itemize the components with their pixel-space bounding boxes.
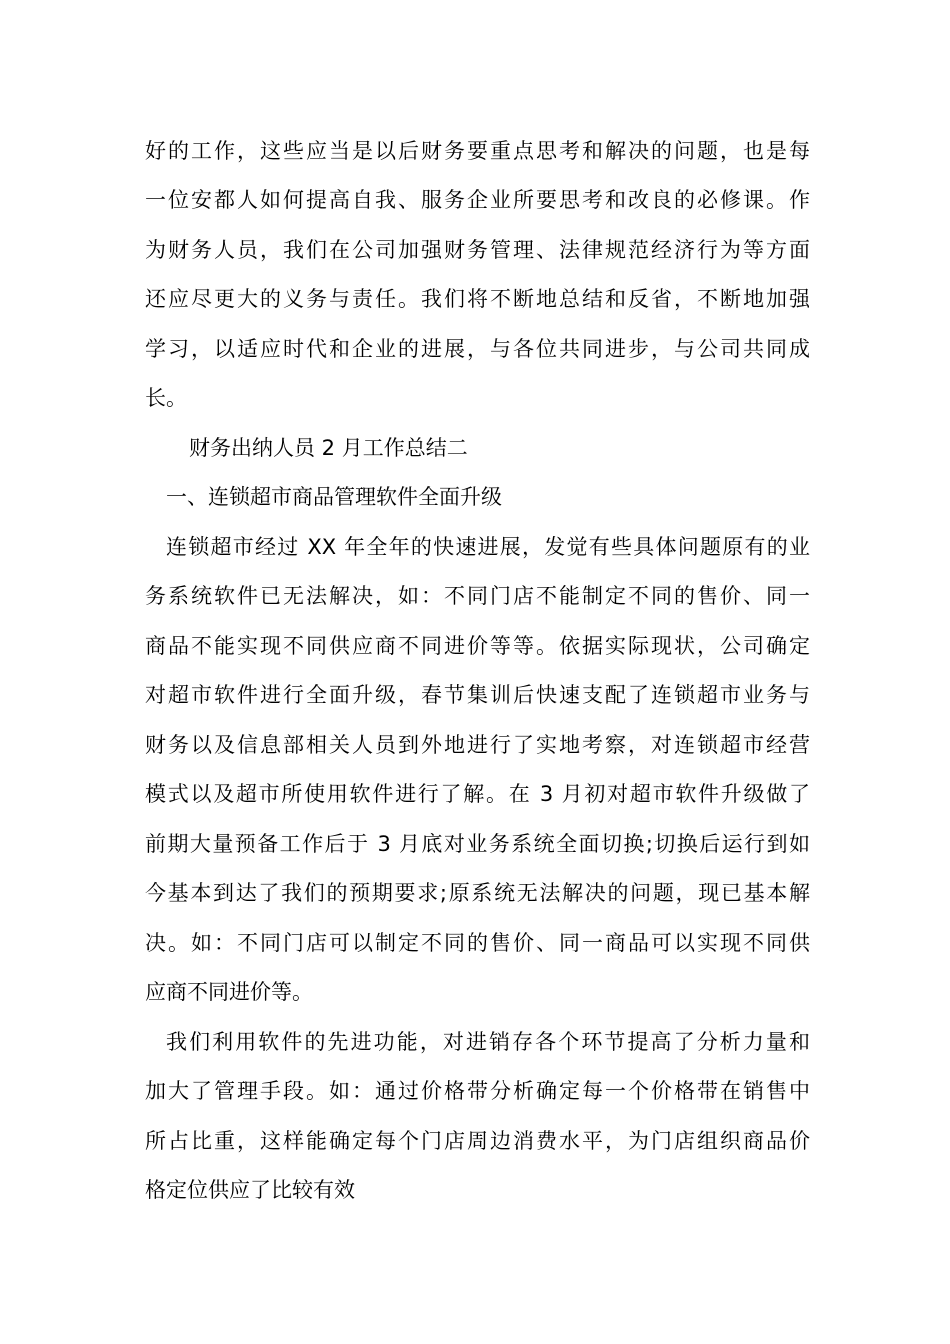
paragraph-line: 连锁超市经过 XX 年全年的快速进展，发觉有些具体问题原有的业 <box>166 535 810 559</box>
paragraph-line: 商品不能实现不同供应商不同进价等等。依据实际现状，公司确定 <box>145 634 810 658</box>
paragraph-line: 长。 <box>145 386 187 410</box>
document-title: 财务出纳人员 2 月工作总结二 <box>189 436 468 460</box>
paragraph-line: 应商不同进价等。 <box>145 980 313 1004</box>
paragraph-line: 学习，以适应时代和企业的进展，与各位共同进步，与公司共同成 <box>145 337 810 361</box>
paragraph-line: 前期大量预备工作后于 3 月底对业务系统全面切换;切换后运行到如 <box>145 832 810 856</box>
paragraph-line: 我们利用软件的先进功能，对进销存各个环节提高了分析力量和 <box>166 1030 810 1054</box>
paragraph-line: 所占比重，这样能确定每个门店周边消费水平，为门店组织商品价 <box>145 1129 810 1153</box>
paragraph-line: 好的工作，这些应当是以后财务要重点思考和解决的问题，也是每 <box>145 139 810 163</box>
paragraph-line: 格定位供应了比较有效 <box>145 1178 355 1202</box>
paragraph-line: 一位安都人如何提高自我、服务企业所要思考和改良的必修课。作 <box>145 188 810 212</box>
paragraph-line: 为财务人员，我们在公司加强财务管理、法律规范经济行为等方面 <box>145 238 810 262</box>
paragraph-line: 加大了管理手段。如：通过价格带分析确定每一个价格带在销售中 <box>145 1079 810 1103</box>
paragraph-line: 务系统软件已无法解决，如：不同门店不能制定不同的售价、同一 <box>145 584 810 608</box>
section-heading: 一、连锁超市商品管理软件全面升级 <box>166 485 502 509</box>
paragraph-line: 今基本到达了我们的预期要求;原系统无法解决的问题，现已基本解 <box>145 881 810 905</box>
paragraph-line: 还应尽更大的义务与责任。我们将不断地总结和反省，不断地加强 <box>145 287 810 311</box>
paragraph-line: 财务以及信息部相关人员到外地进行了实地考察，对连锁超市经营 <box>145 733 810 757</box>
paragraph-line: 决。如：不同门店可以制定不同的售价、同一商品可以实现不同供 <box>145 931 810 955</box>
paragraph-line: 模式以及超市所使用软件进行了解。在 3 月初对超市软件升级做了 <box>145 782 810 806</box>
paragraph-line: 对超市软件进行全面升级，春节集训后快速支配了连锁超市业务与 <box>145 683 810 707</box>
